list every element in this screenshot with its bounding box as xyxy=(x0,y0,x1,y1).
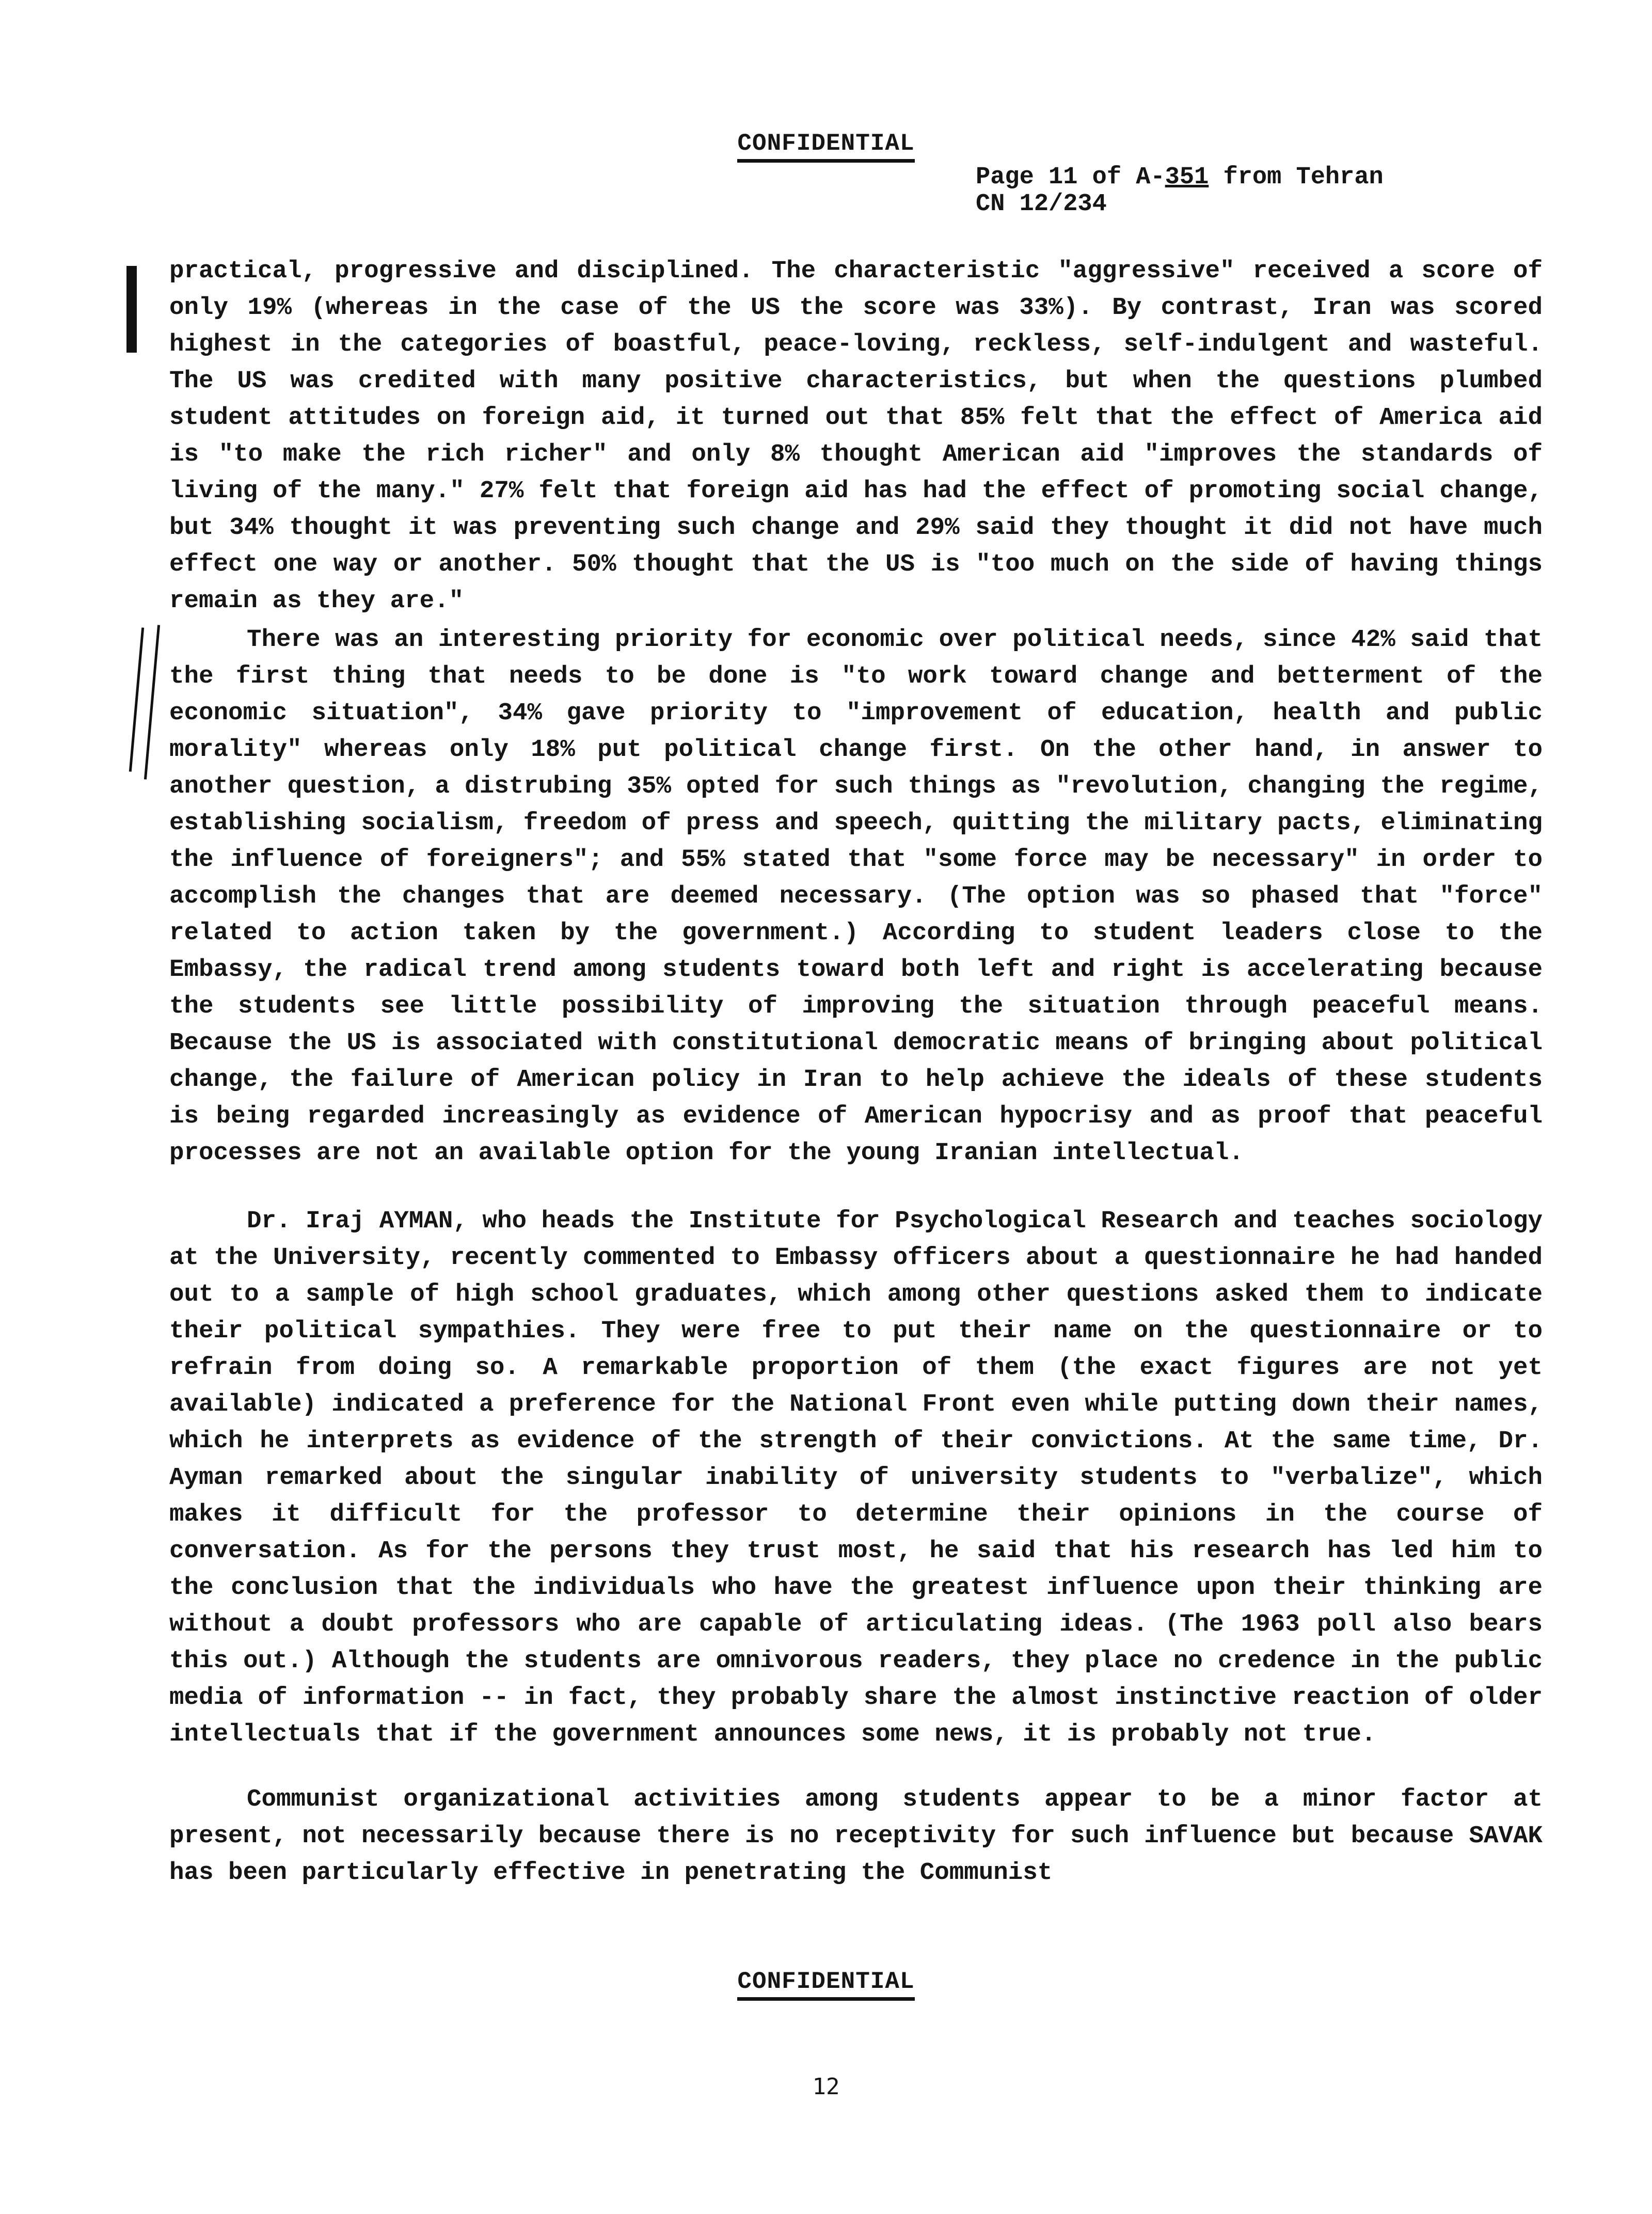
body-paragraph: Dr. Iraj AYMAN, who heads the Institute for Psychological Research and teaches sociology at the University, recently commented to Embassy officers about a questionnaire he had handed out to a sample of high school graduates, which among other questions asked them to indicate their political sympathies. They were free to put their name on the questionnaire or to refrain from doing so. A remarkable proportion of them (the exact figures are not yet available) indicated a preference for the National Front even while putting down their names, which he interprets as evidence of the strength of their convictions. At the same time, Dr. Ayman remarked about the singular inability of university students to "verbalize", which makes it difficult for the professor to determine their opinions in the course of conversation. As for the persons they trust most, he said that his research has led him to the conclusion that the individuals who have the greatest influence upon their thinking are without a doubt professors who are capable of articulating ideas. (The 1963 poll also bears this out.) Although the students are omnivorous readers, they place no credence in the public media of information -- in fact, they probably share the almost instinctive reaction of older intellectuals that if the government announces some news, it is probably not true. xyxy=(169,1207,1543,1748)
classification-header-text: CONFIDENTIAL xyxy=(737,130,914,163)
airgram-number: 351 xyxy=(1165,164,1209,191)
classification-header xyxy=(0,130,1652,163)
margin-mark-bar xyxy=(126,266,137,353)
body-paragraph: Communist organizational activities among students appear to be a minor factor at present, not necessarily because there is no receptivity for such influence but because SAVAK has been particularly effective in penetrating the Communist xyxy=(169,1785,1543,1887)
classification-footer-text: CONFIDENTIAL xyxy=(737,1968,914,2001)
page-reference-line2: CN 12/234 xyxy=(976,191,1107,218)
body-paragraph: practical, progressive and disciplined. The characteristic "aggressive" received a score of only 19% (whereas in the case of the US the score was 33%). By contrast, Iran was scored highest in the categories of boastful, peace-loving, reckless, self-indulgent and wasteful. The US was credited with many positive characteristics, but when the questions plumbed student attitudes on foreign aid, it turned out that 85% felt that the effect of America aid is "to make the rich richer" and only 8% thought American aid "improves the standards of living of the many." 27% felt that foreign aid has had the effect of promoting social change, but 34% thought it was preventing such change and 29% said they thought it did not have much effect one way or another. 50% thought that the US is "too much on the side of having things remain as they are." xyxy=(169,257,1543,615)
page-number: 12 xyxy=(812,2074,840,2100)
classification-footer xyxy=(0,1968,1652,2001)
page-reference xyxy=(976,164,1384,218)
margin-mark-line xyxy=(129,627,144,771)
page-reference-line1: Page 11 of A-351 from Tehran xyxy=(976,164,1384,191)
margin-mark-line xyxy=(144,625,160,779)
body-paragraph: There was an interesting priority for economic over political needs, since 42% said that the first thing that needs to be done is "to work toward change and betterment of the economic situation", 34% gave priority to "improvement of education, health and public morality" whereas only 18% put political change first. On the other hand, in answer to another question, a distrubing 35% opted for such things as "revolution, changing the regime, establishing socialism, freedom of press and speech, quitting the military pacts, eliminating the influence of foreigners"; and 55% stated that "some force may be necessary" in order to accomplish the changes that are deemed necessary. (The option was so phased that "force" related to action taken by the government.) According to student leaders close to the Embassy, the radical trend among students toward both left and right is accelerating because the students see little possibility of improving the situation through peaceful means. Because the US is associated with constitutional democratic means of bringing about political change, the failure of American policy in Iran to help achieve the ideals of these students is being regarded increasingly as evidence of American hypocrisy and as proof that peaceful processes are not an available option for the young Iranian intellectual. xyxy=(169,626,1543,1167)
